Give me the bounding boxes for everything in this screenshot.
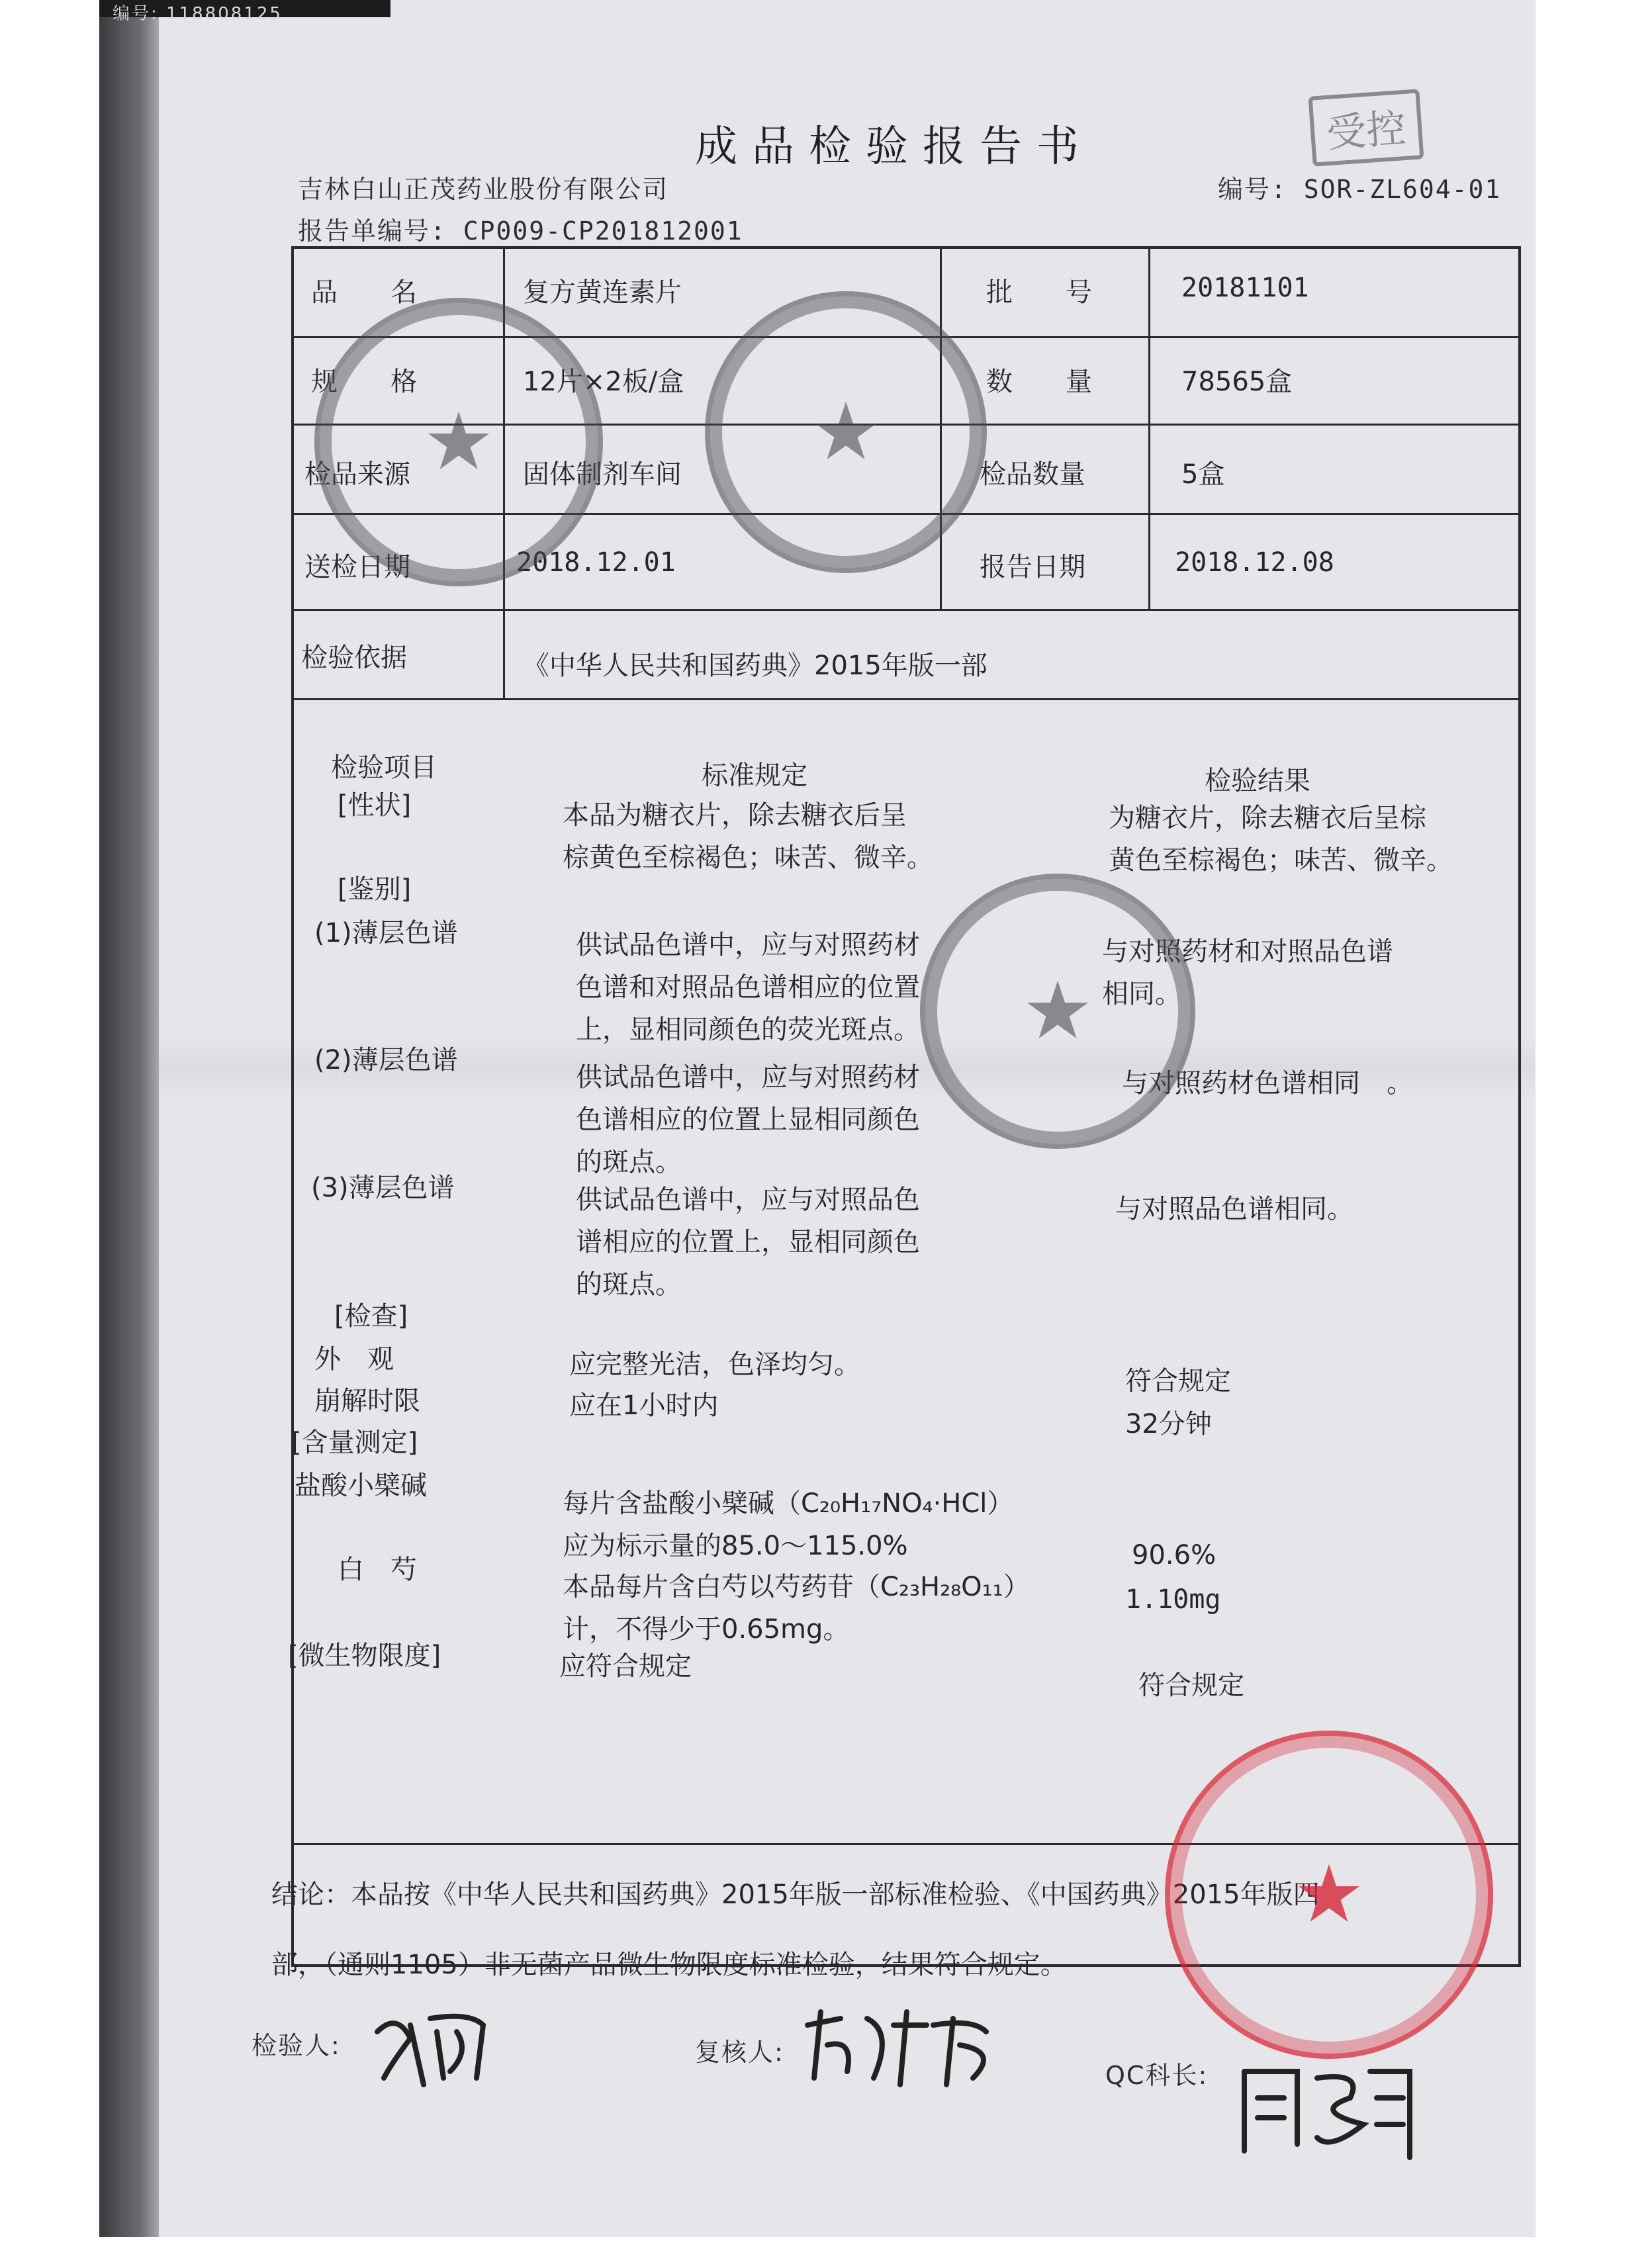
row-standard: 每片含盐酸小檗碱（C₂₀H₁₇NO₄·HCl） 应为标示量的85.0～115.0% — [563, 1488, 1014, 1561]
value-report-date: 2018.12.08 — [1175, 547, 1334, 578]
row-result: 符合规定 — [1138, 1670, 1244, 1701]
red-company-seal: ★ — [1165, 1731, 1493, 2059]
row-item: 盐酸小檗碱 — [295, 1471, 427, 1501]
top-strip-text: 编号: 118808125 — [113, 4, 283, 24]
report-title: 成品检验报告书 — [695, 122, 1093, 171]
label-quantity: 数 量 — [986, 367, 1092, 397]
value-spec: 12片×2板/盒 — [523, 367, 684, 397]
lab-seal-stamp: ★ — [314, 298, 603, 586]
row-standard: 供试品色谱中，应与对照药材 色谱相应的位置上显相同颜色 的斑点。 — [576, 1062, 920, 1177]
label-batch: 批 号 — [986, 277, 1092, 308]
row-standard: 供试品色谱中，应与对照药材 色谱和对照品色谱相应的位置 上，显相同颜色的荧光斑点。 — [576, 930, 920, 1045]
row-standard: 本品每片含白芍以芍药苷（C₂₃H₂₈O₁₁） 计，不得少于0.65mg。 — [563, 1572, 1030, 1645]
value-batch: 20181101 — [1181, 273, 1309, 303]
label-spec: 规 格 — [311, 367, 417, 397]
row-item: [微生物限度] — [288, 1641, 441, 1671]
inspector-signature — [371, 2005, 516, 2091]
row-result: 符合规定 — [1125, 1366, 1231, 1396]
row-item: [鉴别] — [338, 874, 412, 905]
row-standard: 应在1小时内 — [569, 1390, 719, 1421]
row-item: 崩解时限 — [314, 1386, 420, 1416]
qa-seal-stamp: ★ — [920, 874, 1195, 1149]
row-result: 90.6% — [1132, 1540, 1216, 1570]
label-basis: 检验依据 — [301, 643, 407, 673]
inspector-label: 检验人: — [252, 2031, 341, 2060]
lab-seal-stamp-2: ★ — [705, 291, 987, 573]
row-standard: 本品为糖衣片，除去糖衣后呈 棕黄色至棕褐色；味苦、微辛。 — [563, 800, 933, 873]
column-item: 检验项目 — [331, 752, 437, 783]
table-rule — [291, 609, 1521, 611]
label-source: 检品来源 — [304, 459, 410, 490]
reviewer-label: 复核人: — [695, 2038, 784, 2067]
row-result: 1.10mg — [1125, 1584, 1221, 1615]
row-result: 与对照药材色谱相同 。 — [1122, 1068, 1413, 1099]
row-result: 与对照品色谱相同。 — [1115, 1194, 1354, 1224]
column-standard: 标准规定 — [702, 760, 807, 791]
row-standard: 应符合规定 — [559, 1651, 692, 1682]
document-number: 编号: SOR-ZL604-01 — [1218, 175, 1502, 204]
scan-edge-shadow — [99, 0, 159, 2237]
value-source: 固体制剂车间 — [523, 459, 682, 490]
conclusion-text: 结论：本品按《中华人民共和国药典》2015年版一部标准检验、《中国药典》2015年版四 部，（通则1105）非无菌产品微生物限度标准检验，结果符合规定。 — [271, 1880, 1320, 1980]
table-column-rule — [1148, 246, 1150, 609]
value-product-name: 复方黄连素片 — [523, 277, 682, 308]
value-sample-qty: 5盒 — [1181, 459, 1225, 490]
row-item: [性状] — [338, 790, 412, 821]
value-submit-date: 2018.12.01 — [516, 547, 676, 578]
value-basis: 《中华人民共和国药典》2015年版一部 — [523, 651, 987, 681]
report-number: 报告单编号: CP009-CP201812001 — [298, 216, 743, 246]
top-strip — [99, 0, 390, 24]
row-item: [检查] — [334, 1301, 408, 1332]
row-item: 白 芍 — [338, 1555, 417, 1585]
qc-label: QC科长: — [1105, 2061, 1209, 2090]
row-result: 为糖衣片，除去糖衣后呈棕 黄色至棕褐色；味苦、微辛。 — [1109, 803, 1453, 876]
label-product-name: 品 名 — [311, 277, 417, 308]
control-stamp: 受控 — [1308, 89, 1424, 166]
value-quantity: 78565盒 — [1181, 367, 1293, 397]
qc-signature — [1231, 2058, 1416, 2164]
column-result: 检验结果 — [1205, 766, 1310, 796]
row-item: (2)薄层色谱 — [314, 1045, 458, 1075]
label-submit-date: 送检日期 — [304, 552, 410, 582]
table-rule — [291, 698, 1521, 700]
row-standard: 应完整光洁，色泽均匀。 — [569, 1349, 860, 1380]
row-item: 外 观 — [314, 1344, 394, 1375]
row-item: (1)薄层色谱 — [314, 918, 458, 948]
label-report-date: 报告日期 — [980, 552, 1085, 582]
row-result: 与对照药材和对照品色谱 相同。 — [1102, 936, 1393, 1009]
row-item: (3)薄层色谱 — [311, 1173, 455, 1203]
label-sample-qty: 检品数量 — [980, 459, 1085, 490]
company-name: 吉林白山正茂药业股份有限公司 — [298, 175, 669, 204]
reviewer-signature — [801, 2005, 1013, 2091]
row-item: [含量测定] — [291, 1428, 418, 1458]
row-result: 32分钟 — [1125, 1409, 1212, 1439]
row-standard: 供试品色谱中，应与对照品色 谱相应的位置上，显相同颜色 的斑点。 — [576, 1185, 920, 1300]
